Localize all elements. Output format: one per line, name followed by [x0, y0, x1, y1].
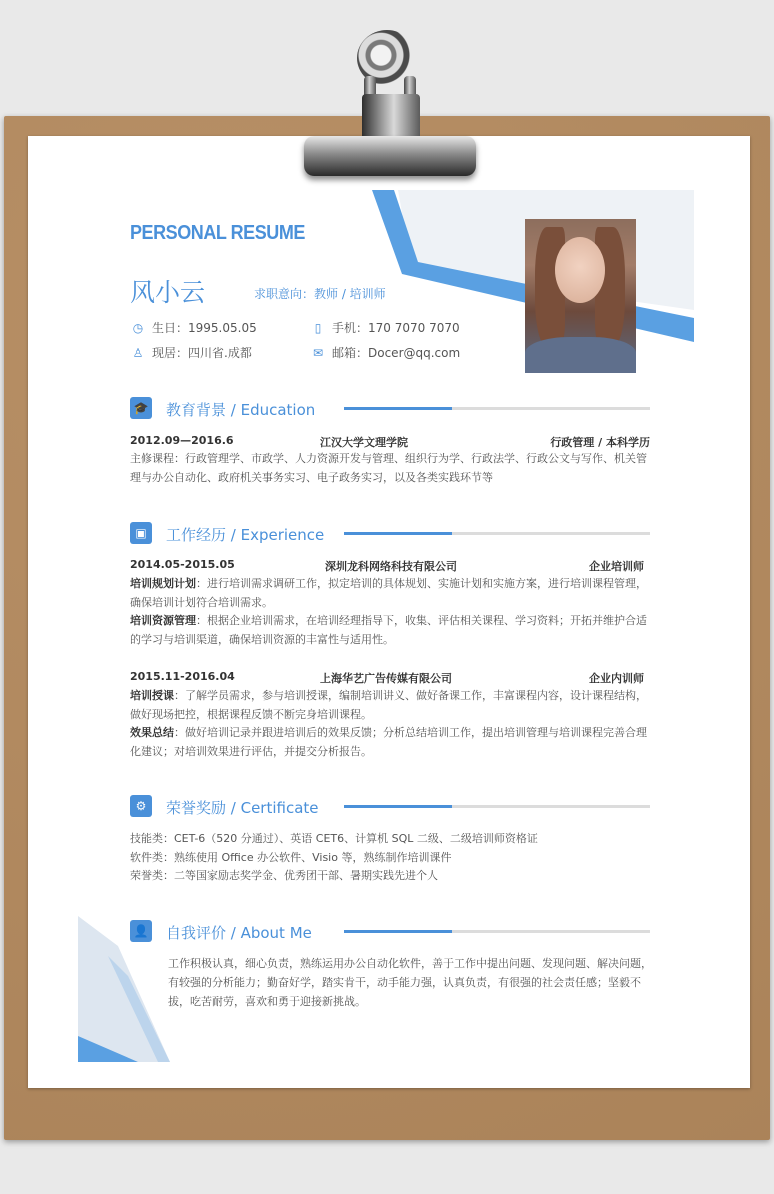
phone-icon: ▯: [314, 321, 322, 335]
info-phone: ▯ 手机：170 7070 7070: [310, 319, 460, 336]
section-experience-header: ▣ 工作经历 / Experience: [130, 522, 650, 544]
job-description: 培训授课：了解学员需求，参与培训授课，编制培训讲义、做好备课工作，丰富课程内容，设计课程结构，做好现场把控，根据课程反馈不断完身培训课程。 效果总结：做好培训记录并跟进培训后的效果反馈；分析总结培训工作，提出培训管理与培训课程完善合理化建议；对培训效果进行评估，并提交分析报告。: [130, 689, 647, 758]
gear-icon: ⚙: [130, 795, 152, 817]
job-description: 培训规划计划：进行培训需求调研工作，拟定培训的具体规划、实施计划和实施方案，进行培训课程管理，确保培训计划符合培训需求。 培训资源管理：根据企业培训需求，在培训经理指导下，收集、评估相关课程、学习资料；开拓并维护合适的学习与培训渠道，确保培训资源的丰富性与适用性。: [130, 577, 647, 646]
info-location: ♙ 现居：四川省.成都: [130, 344, 252, 361]
list-item: 软件类：熟练使用 Office 办公软件、Visio 等，熟练制作培训课件: [130, 850, 452, 864]
person-icon: 👤: [130, 920, 152, 942]
binder-clip-icon: [300, 24, 480, 179]
page-title: PERSONAL RESUME: [130, 222, 305, 244]
info-email: ✉ 邮箱：Docer@qq.com: [310, 344, 460, 361]
job-row: 2015.11-2016.04 上海华艺广告传媒有限公司 企业内训师: [130, 670, 644, 685]
profile-photo: [525, 219, 636, 373]
job-intent: 求职意向：教师 / 培训师: [254, 287, 386, 301]
certificate-list: [130, 830, 654, 886]
candidate-name: 风小云: [130, 278, 206, 307]
about-text: 工作积极认真，细心负责，熟练运用办公自动化软件，善于工作中提出问题、发现问题、解决问题，有较强的分析能力；勤奋好学，踏实肯干，动手能力强，认真负责，有很强的社会责任感；坚毅不拔，吃苦耐劳，喜欢和勇于迎接新挑战。: [168, 957, 652, 1008]
section-certificate-header: ⚙ 荣誉奖励 / Certificate: [130, 795, 650, 817]
list-item: 荣誉类：二等国家励志奖学金、优秀团干部、暑期实践先进个人: [130, 869, 438, 882]
mail-icon: ✉: [312, 346, 324, 360]
resume-paper: [28, 136, 750, 1088]
list-item: 技能类：CET-6（520 分通过）、英语 CET6、计算机 SQL 二级、二级培训师资格证: [130, 832, 538, 845]
education-courses: 主修课程：行政管理学、市政学、人力资源开发与管理、组织行为学、行政法学、行政公文与写作、机关管理与办公自动化、政府机关事务实习、电子政务实习，以及各类实践环节等: [130, 452, 647, 484]
graduation-cap-icon: 🎓: [130, 397, 152, 419]
section-about-header: 👤 自我评价 / About Me: [130, 920, 650, 942]
info-birth: ◷ 生日：1995.05.05: [130, 319, 257, 336]
section-education-header: 🎓 教育背景 / Education: [130, 397, 650, 419]
briefcase-icon: ▣: [130, 522, 152, 544]
education-row: 2012.09—2016.6 江汉大学文理学院 行政管理 / 本科学历: [130, 434, 650, 449]
clock-icon: ◷: [132, 321, 144, 335]
job-row: 2014.05-2015.05 深圳龙科网络科技有限公司 企业培训师: [130, 558, 644, 573]
user-icon: ♙: [132, 346, 144, 360]
